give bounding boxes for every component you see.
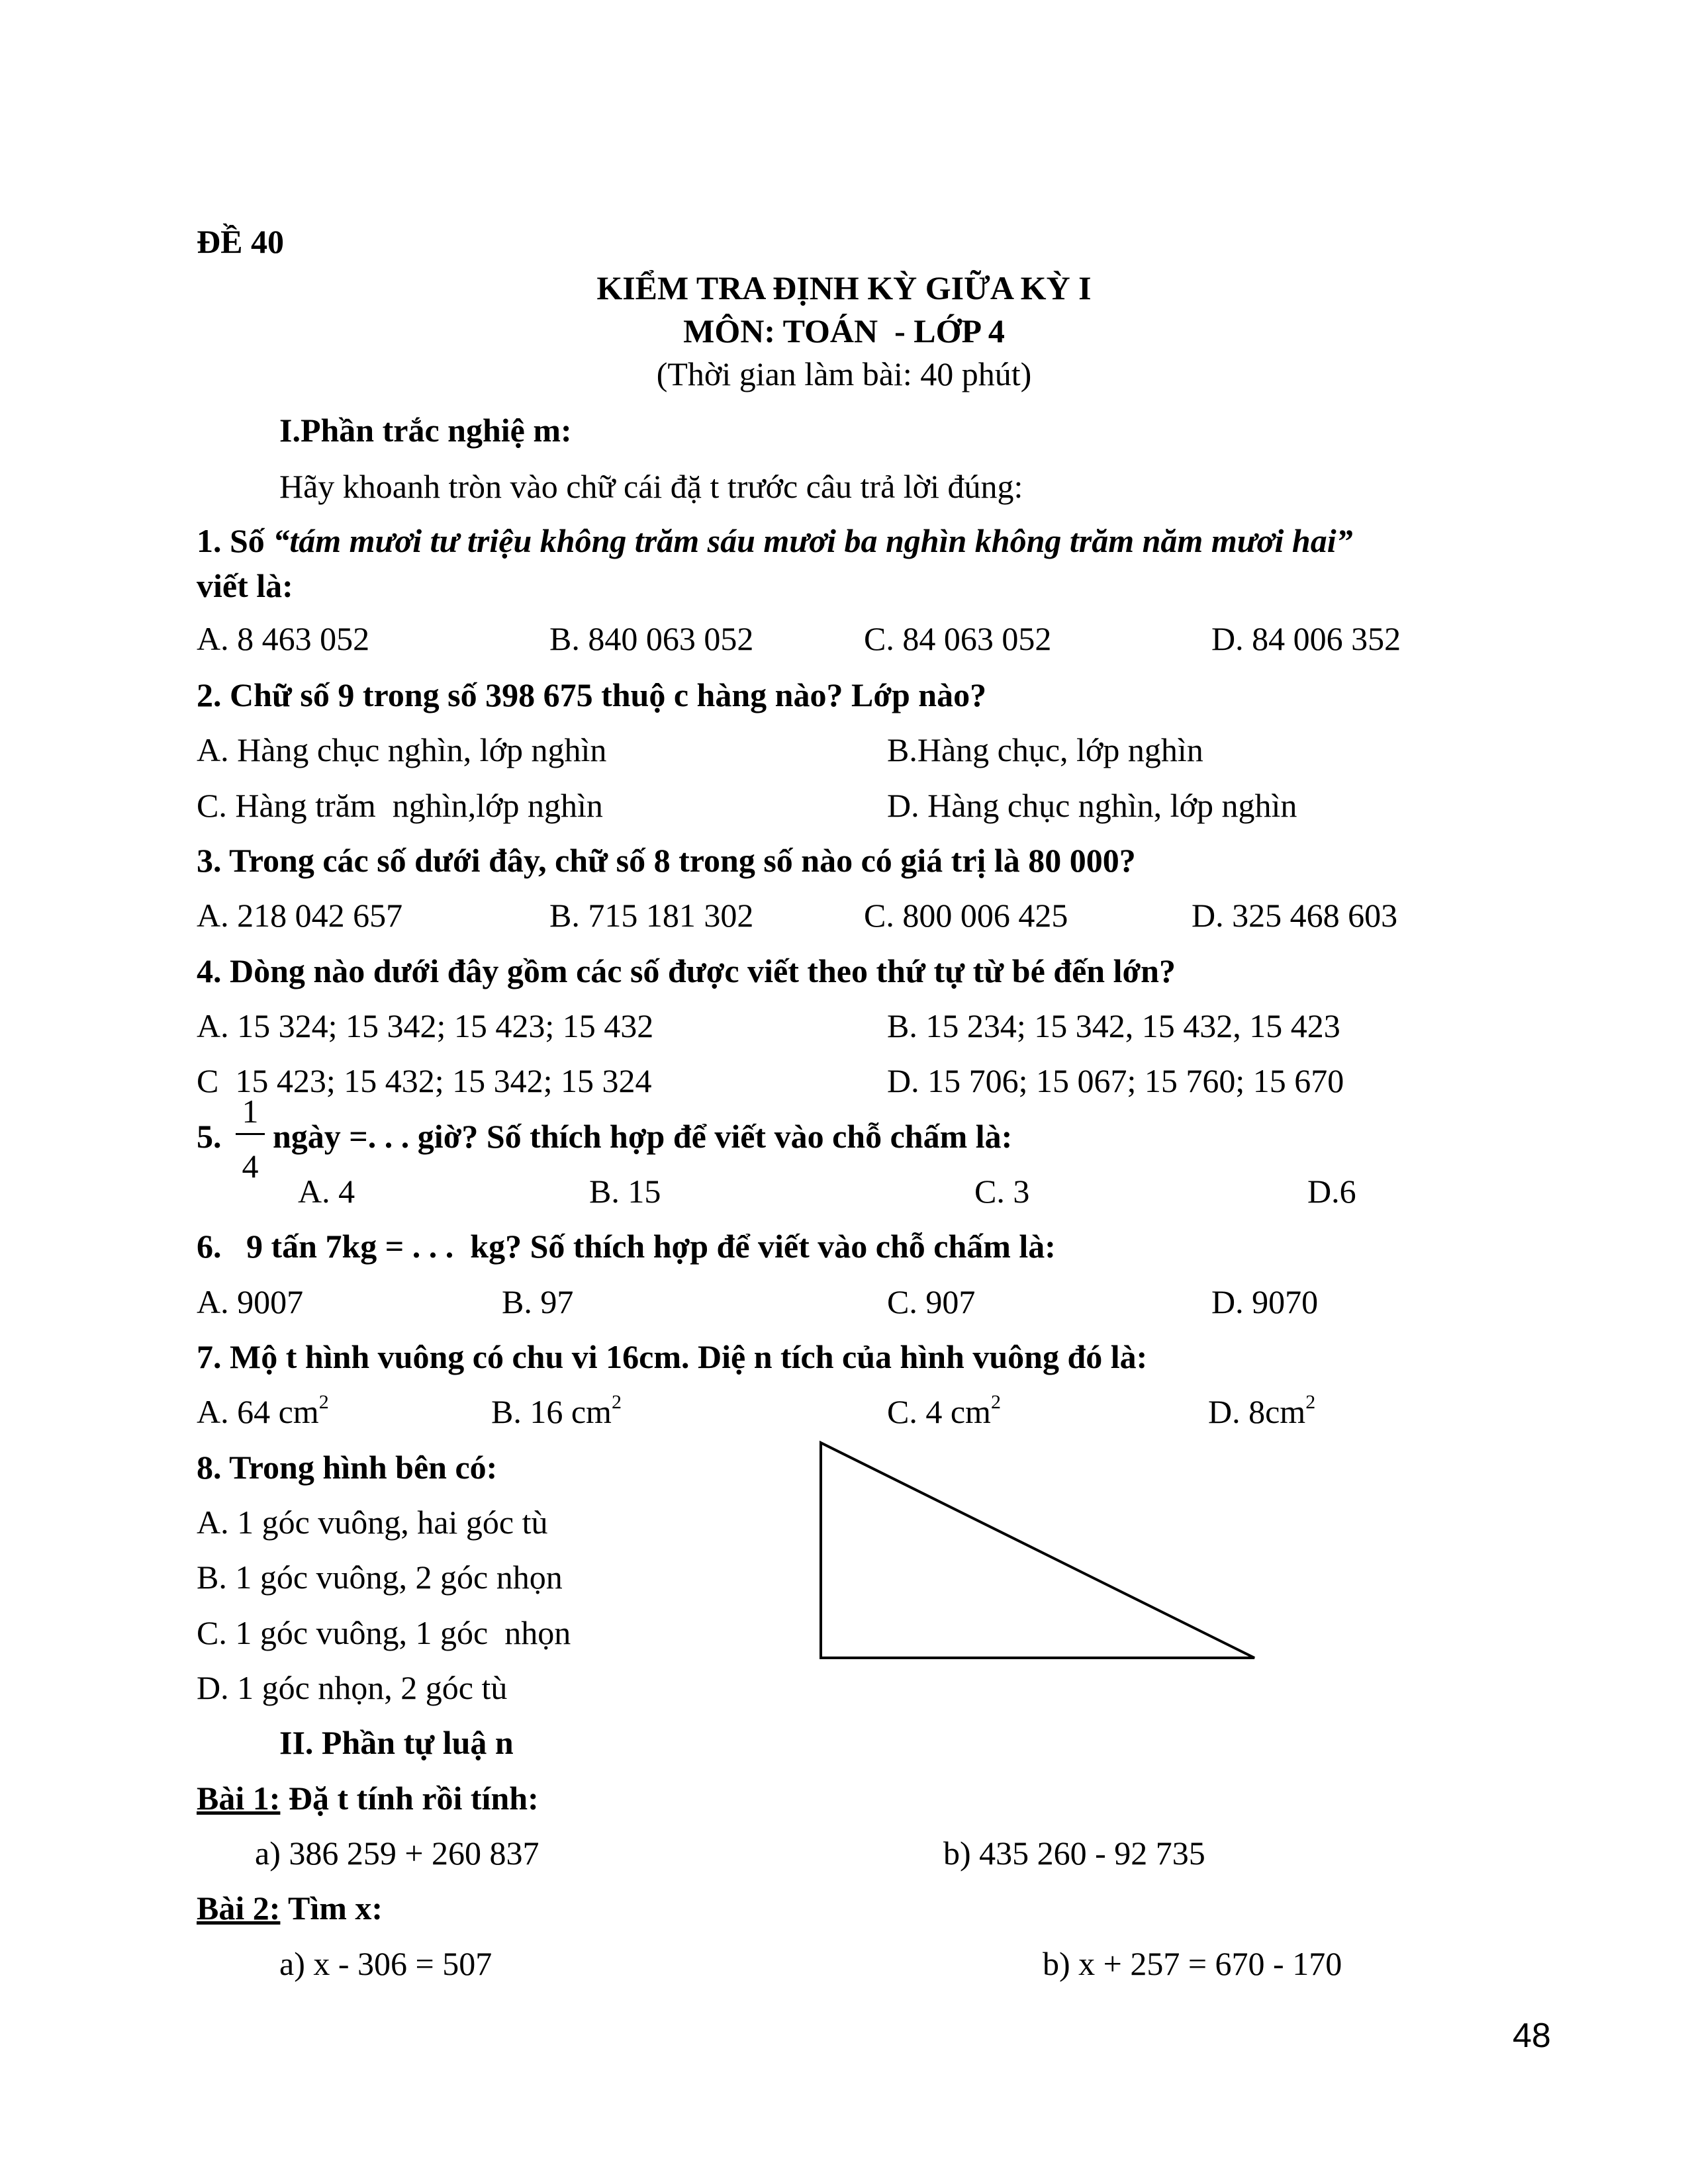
part1-heading: I.Phần trắc nghiệ m: — [279, 412, 572, 449]
bai1-b: b) 435 260 - 92 735 — [943, 1835, 1205, 1872]
q5-fraction-denominator: 4 — [242, 1148, 259, 1185]
q7-option-c-power: 2 — [990, 1391, 1001, 1413]
part1-instruction: Hãy khoanh tròn vào chữ cái đặ t trước câu trả lời đúng: — [279, 468, 1023, 505]
q1-option-b: B. 840 063 052 — [549, 620, 754, 657]
q4-option-a: A. 15 324; 15 342; 15 423; 15 432 — [197, 1007, 654, 1044]
q1-option-d: D. 84 006 352 — [1211, 620, 1401, 657]
exam-duration: (Thời gian làm bài: 40 phút) — [656, 355, 1032, 392]
q2-option-a: A. Hàng chục nghìn, lớp nghìn — [197, 731, 607, 768]
q7-option-d-text: D. 8cm — [1208, 1393, 1306, 1430]
bai2-heading — [197, 1891, 383, 1925]
exam-code: ĐỀ 40 — [197, 223, 284, 260]
q5-option-b: B. 15 — [589, 1173, 661, 1210]
exam-title: KIỂM TRA ĐỊNH KỲ GIỮA KỲ I — [596, 269, 1092, 306]
q7-question: 7. Mộ t hình vuông có chu vi 16cm. Diệ n tích của hình vuông đó là: — [197, 1338, 1148, 1375]
q7-option-b-power: 2 — [611, 1391, 622, 1413]
q3-option-c: C. 800 006 425 — [864, 897, 1068, 934]
q5-fraction-bar — [236, 1133, 265, 1135]
q7-option-a-text: A. 64 cm — [197, 1393, 319, 1430]
q5-fraction-numerator: 1 — [242, 1093, 259, 1130]
q3-option-a: A. 218 042 657 — [197, 897, 403, 934]
q1-tail: viết là: — [197, 567, 293, 604]
q1-quote: “tám mươi tư triệu không trăm sáu mươi ba nghìn không trăm năm mươi hai” — [273, 522, 1353, 559]
q6-question: 6. 9 tấn 7kg = . . . kg? Số thích hợp để viết vào chỗ chấm là: — [197, 1228, 1056, 1265]
q3-question: 3. Trong các số dưới đây, chữ số 8 trong số nào có giá trị là 80 000? — [197, 842, 1136, 879]
bai2-text: Tìm x: — [280, 1889, 383, 1927]
q8-option-a: A. 1 góc vuông, hai góc tù — [197, 1504, 548, 1541]
bai1-label: Bài 1: — [197, 1780, 281, 1817]
q5-option-a: A. 4 — [298, 1173, 355, 1210]
q6-option-c: C. 907 — [887, 1283, 976, 1320]
q8-option-b: B. 1 góc vuông, 2 góc nhọn — [197, 1559, 563, 1596]
q6-option-b: B. 97 — [502, 1283, 574, 1320]
page-number: 48 — [1513, 2017, 1551, 2055]
q8-question: 8. Trong hình bên có: — [197, 1449, 498, 1486]
q6-option-d: D. 9070 — [1211, 1283, 1319, 1320]
bai2-label: Bài 2: — [197, 1889, 281, 1927]
q5-number: 5. — [197, 1118, 222, 1155]
q2-option-d: D. Hàng chục nghìn, lớp nghìn — [887, 787, 1297, 824]
q7-option-d — [1208, 1391, 1316, 1430]
bai2-b: b) x + 257 = 670 - 170 — [1043, 1945, 1342, 1982]
q7-option-d-power: 2 — [1305, 1391, 1316, 1413]
q5-option-d: D.6 — [1307, 1173, 1356, 1210]
q2-option-b: B.Hàng chục, lớp nghìn — [887, 731, 1203, 768]
exam-subject: MÔN: TOÁN - LỚP 4 — [683, 312, 1005, 349]
right-triangle-figure — [814, 1439, 1264, 1664]
q2-question: 2. Chữ số 9 trong số 398 675 thuộ c hàng nào? Lớp nào? — [197, 676, 987, 713]
bai2-a: a) x - 306 = 507 — [279, 1945, 492, 1982]
triangle-shape — [821, 1443, 1254, 1658]
q5-option-c: C. 3 — [974, 1173, 1030, 1210]
q7-option-c-text: C. 4 cm — [887, 1393, 991, 1430]
part2-heading: II. Phần tự luậ n — [279, 1724, 514, 1761]
q7-option-a-power: 2 — [318, 1391, 329, 1413]
q7-option-b — [491, 1391, 622, 1430]
q2-option-c: C. Hàng trăm nghìn,lớp nghìn — [197, 787, 603, 824]
bai1-a: a) 386 259 + 260 837 — [255, 1835, 539, 1872]
q5-question: ngày =. . . giờ? Số thích hợp để viết vào chỗ chấm là: — [273, 1118, 1013, 1155]
q1-question — [197, 524, 1353, 557]
q4-option-c: C 15 423; 15 432; 15 342; 15 324 — [197, 1062, 652, 1099]
q8-option-c: C. 1 góc vuông, 1 góc nhọn — [197, 1614, 571, 1651]
q8-option-d: D. 1 góc nhọn, 2 góc tù — [197, 1669, 508, 1706]
q7-option-a — [197, 1391, 329, 1430]
q1-option-a: A. 8 463 052 — [197, 620, 370, 657]
q7-option-c — [887, 1391, 1001, 1430]
bai1-text: Đặ t tính rồi tính: — [280, 1780, 539, 1817]
q3-option-b: B. 715 181 302 — [549, 897, 754, 934]
q4-option-b: B. 15 234; 15 342, 15 432, 15 423 — [887, 1007, 1340, 1044]
q1-number: 1. Số — [197, 522, 273, 559]
q4-option-d: D. 15 706; 15 067; 15 760; 15 670 — [887, 1062, 1344, 1099]
q6-option-a: A. 9007 — [197, 1283, 304, 1320]
q7-option-b-text: B. 16 cm — [491, 1393, 612, 1430]
bai1-heading — [197, 1782, 539, 1815]
q3-option-d: D. 325 468 603 — [1192, 897, 1398, 934]
q1-option-c: C. 84 063 052 — [864, 620, 1052, 657]
q4-question: 4. Dòng nào dưới đây gồm các số được viết theo thứ tự từ bé đến lớn? — [197, 952, 1176, 989]
